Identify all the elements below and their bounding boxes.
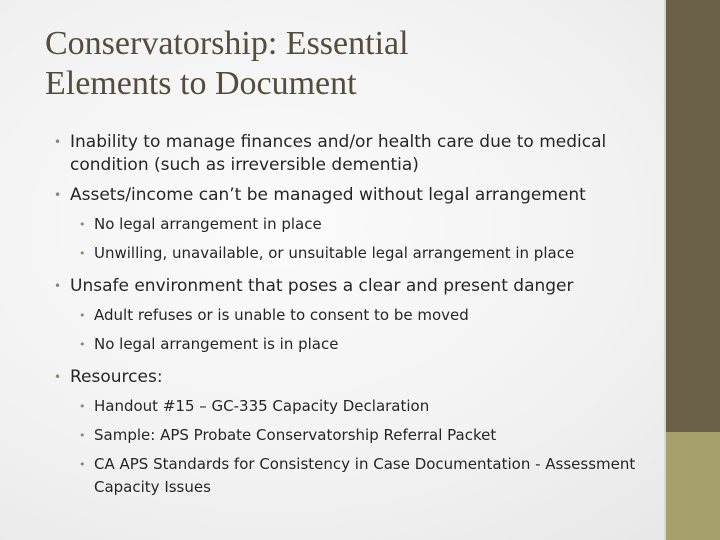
slide-title [45, 24, 645, 104]
bullet-text: Assets/income can’t be managed without legal arrangement [70, 185, 586, 205]
bullet-item [54, 366, 654, 389]
sub-bullet-item [54, 242, 654, 265]
bullet-icon: • [54, 370, 62, 384]
sub-bullet-item [54, 424, 654, 447]
sub-bullet-icon: • [79, 338, 86, 351]
slide-title-line-2: Elements to Document [45, 65, 357, 103]
sub-bullet-text: Sample: APS Probate Conservatorship Referral Packet [94, 426, 497, 444]
sub-bullet-text: CA APS Standards for Consistency in Case Documentation - Assessment Capacity Issues [94, 455, 636, 496]
bullet-text: Resources: [70, 367, 163, 387]
sub-bullet-text: Unwilling, unavailable, or unsuitable legal arrangement in place [94, 244, 575, 262]
bullet-icon: • [54, 188, 62, 202]
sub-bullet-item [54, 304, 654, 327]
sub-bullet-item [54, 333, 654, 356]
slide-title-line-1: Conservatorship: Essential [45, 25, 409, 62]
sub-bullet-text: Handout #15 – GC-335 Capacity Declaration [94, 397, 430, 415]
sub-bullet-text: No legal arrangement is in place [94, 335, 339, 353]
sub-bullet-text: No legal arrangement in place [94, 215, 322, 233]
sub-bullet-item [54, 453, 654, 499]
bullet-text: Unsafe environment that poses a clear and present danger [70, 276, 574, 296]
bullet-icon: • [54, 135, 62, 149]
sub-bullet-item [54, 213, 654, 236]
decorative-side-bar-accent [666, 432, 720, 540]
sub-bullet-icon: • [79, 429, 86, 442]
sub-bullet-icon: • [79, 458, 86, 471]
bullet-icon: • [54, 279, 62, 293]
sub-bullet-icon: • [79, 309, 86, 322]
sub-bullet-text: Adult refuses or is unable to consent to be moved [94, 306, 469, 324]
sub-bullet-item [54, 395, 654, 418]
bullet-item [54, 184, 654, 207]
bullet-item [54, 131, 654, 177]
sub-bullet-icon: • [79, 218, 86, 231]
bullet-list [54, 131, 654, 499]
sub-bullet-icon: • [79, 247, 86, 260]
bullet-item [54, 275, 654, 298]
sub-bullet-icon: • [79, 400, 86, 413]
bullet-text: Inability to manage finances and/or health care due to medical condition (such as irreversible dementia) [70, 132, 607, 175]
